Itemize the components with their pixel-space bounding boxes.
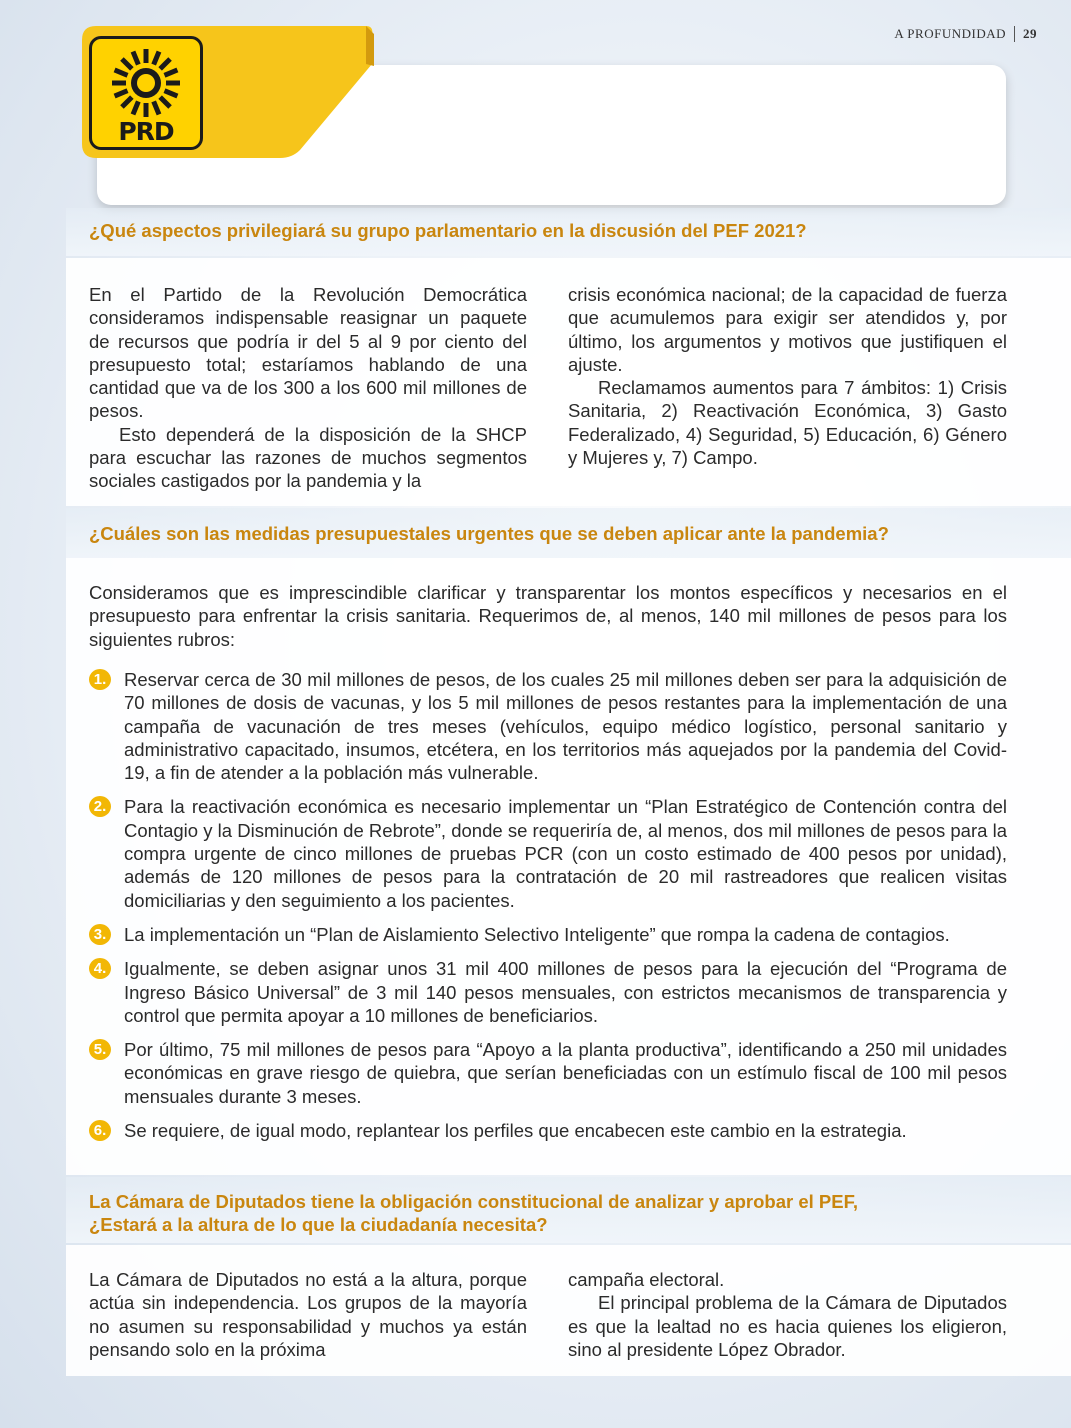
number-badge: 1. xyxy=(89,669,111,690)
list-item-text: Para la reactivación económica es necesario implementar un “Plan Estratégico de Contención contra del Contagio y la Disminución de Rebrote”, donde se requeriría de, al menos, dos mil millones de pesos para la compra urgente de cinco millones de pruebas PCR (con un costo estimado de 400 pesos por unidad), además de 120 millones de pesos para la contratación de 20 mil rastreadores que realicen visitas domiciliarias y den seguimiento a los pacientes. xyxy=(124,796,1007,911)
answer-1-right-column xyxy=(568,283,1007,469)
section-label: A PROFUNDIDAD xyxy=(894,26,1006,41)
list-item xyxy=(89,1038,1007,1108)
measures-list xyxy=(89,668,1007,1153)
paragraph: Reclamamos aumentos para 7 ámbitos: 1) Crisis Sanitaria, 2) Reactivación Económica, 3) Gasto Federalizado, 4) Seguridad, 5) Educación, 6) Género y Mujeres y, 7) Campo. xyxy=(568,377,1007,469)
paragraph: Consideramos que es imprescindible clarificar y transparentar los montos específicos y necesarios en el presupuesto para enfrentar la crisis sanitaria. Requerimos de, al menos, 140 mil millones de pesos para los siguientes rubros: xyxy=(89,582,1007,650)
list-item-text: Igualmente, se deben asignar unos 31 mil 400 millones de pesos para la ejecución del “Programa de Ingreso Básico Universal” de 3 mil 140 pesos mensuales, con estrictos mecanismos de transparencia y control que permita apoyar a 10 millones de beneficiarios. xyxy=(124,958,1007,1026)
answer-3-left-column xyxy=(89,1268,527,1361)
question-1: ¿Qué aspectos privilegiará su grupo parlamentario en la discusión del PEF 2021? xyxy=(89,220,807,241)
list-item-text: Reservar cerca de 30 mil millones de pesos, de los cuales 25 mil millones deben ser para la adquisición de 70 millones de dosis de vacunas, y los 5 mil millones de pesos restantes para la implementación de una campaña de vacunación de tres meses (vehículos, equipo médico logístico, personal sanitario y administrativo capacitado, insumos, etcétera, en los territorios más aquejados por la pandemia del Covid-19, a fin de atender a la población más vulnerable. xyxy=(124,669,1007,784)
prd-logo xyxy=(89,36,203,150)
answer-1-left-column xyxy=(89,283,527,493)
question-2: ¿Cuáles son las medidas presupuestales urgentes que se deben aplicar ante la pandemia? xyxy=(89,523,889,544)
number-badge: 2. xyxy=(89,796,111,817)
answer-2-intro xyxy=(89,581,1007,651)
list-item xyxy=(89,668,1007,784)
answer-3-right-column xyxy=(568,1268,1007,1361)
logo-text: PRD xyxy=(118,117,174,146)
paragraph: campaña electoral. xyxy=(568,1269,725,1290)
paragraph: El principal problema de la Cámara de Diputados es que la lealtad no es hacia quienes los eligieron, sino al presidente López Obrador. xyxy=(568,1292,1007,1360)
page-number: 29 xyxy=(1023,26,1037,41)
paragraph: crisis económica nacional; de la capacidad de fuerza que acumulemos para exigir ser atendidos y, por último, los argumentos y motivos que justifiquen el ajuste. xyxy=(568,284,1007,375)
list-item xyxy=(89,957,1007,1027)
running-header xyxy=(894,26,1037,42)
paragraph: Esto dependerá de la disposición de la SHCP para escuchar las razones de muchos segmentos sociales castigados por la pandemia y la xyxy=(89,423,527,492)
paragraph: La Cámara de Diputados no está a la altura, porque actúa sin independencia. Los grupos de la mayoría no asumen su responsabilidad y muchos ya están pensando solo en la próxima xyxy=(89,1269,527,1360)
list-item-text: La implementación un “Plan de Aislamiento Selectivo Inteligente” que rompa la cadena de contagios. xyxy=(124,923,950,945)
header-divider xyxy=(1014,26,1015,42)
paragraph: En el Partido de la Revolución Democrática consideramos indispensable reasignar un paquete de recursos que podría ir del 5 al 9 por ciento del presupuesto total; estaríamos hablando de una cantidad que va de los 300 a los 600 mil millones de pesos. xyxy=(89,284,527,422)
list-item xyxy=(89,923,1007,946)
number-badge: 4. xyxy=(89,958,111,979)
list-item xyxy=(89,795,1007,911)
question-3-line-1: La Cámara de Diputados tiene la obligación constitucional de analizar y aprobar el PEF, xyxy=(89,1191,858,1212)
list-item-text: Se requiere, de igual modo, replantear los perfiles que encabecen este cambio en la estrategia. xyxy=(124,1120,907,1142)
number-badge: 5. xyxy=(89,1039,111,1060)
list-item-text: Por último, 75 mil millones de pesos para “Apoyo a la planta productiva”, identificando a 250 mil unidades económicas en grave riesgo de quiebra, que serían beneficiadas con un estímulo fiscal de 100 mil pesos mensuales durante 3 meses. xyxy=(124,1039,1007,1107)
question-3 xyxy=(89,1190,858,1236)
question-3-line-2: ¿Estará a la altura de lo que la ciudadanía necesita? xyxy=(89,1214,548,1235)
number-badge: 3. xyxy=(89,924,111,945)
number-badge: 6. xyxy=(89,1120,111,1141)
list-item xyxy=(89,1119,1007,1142)
